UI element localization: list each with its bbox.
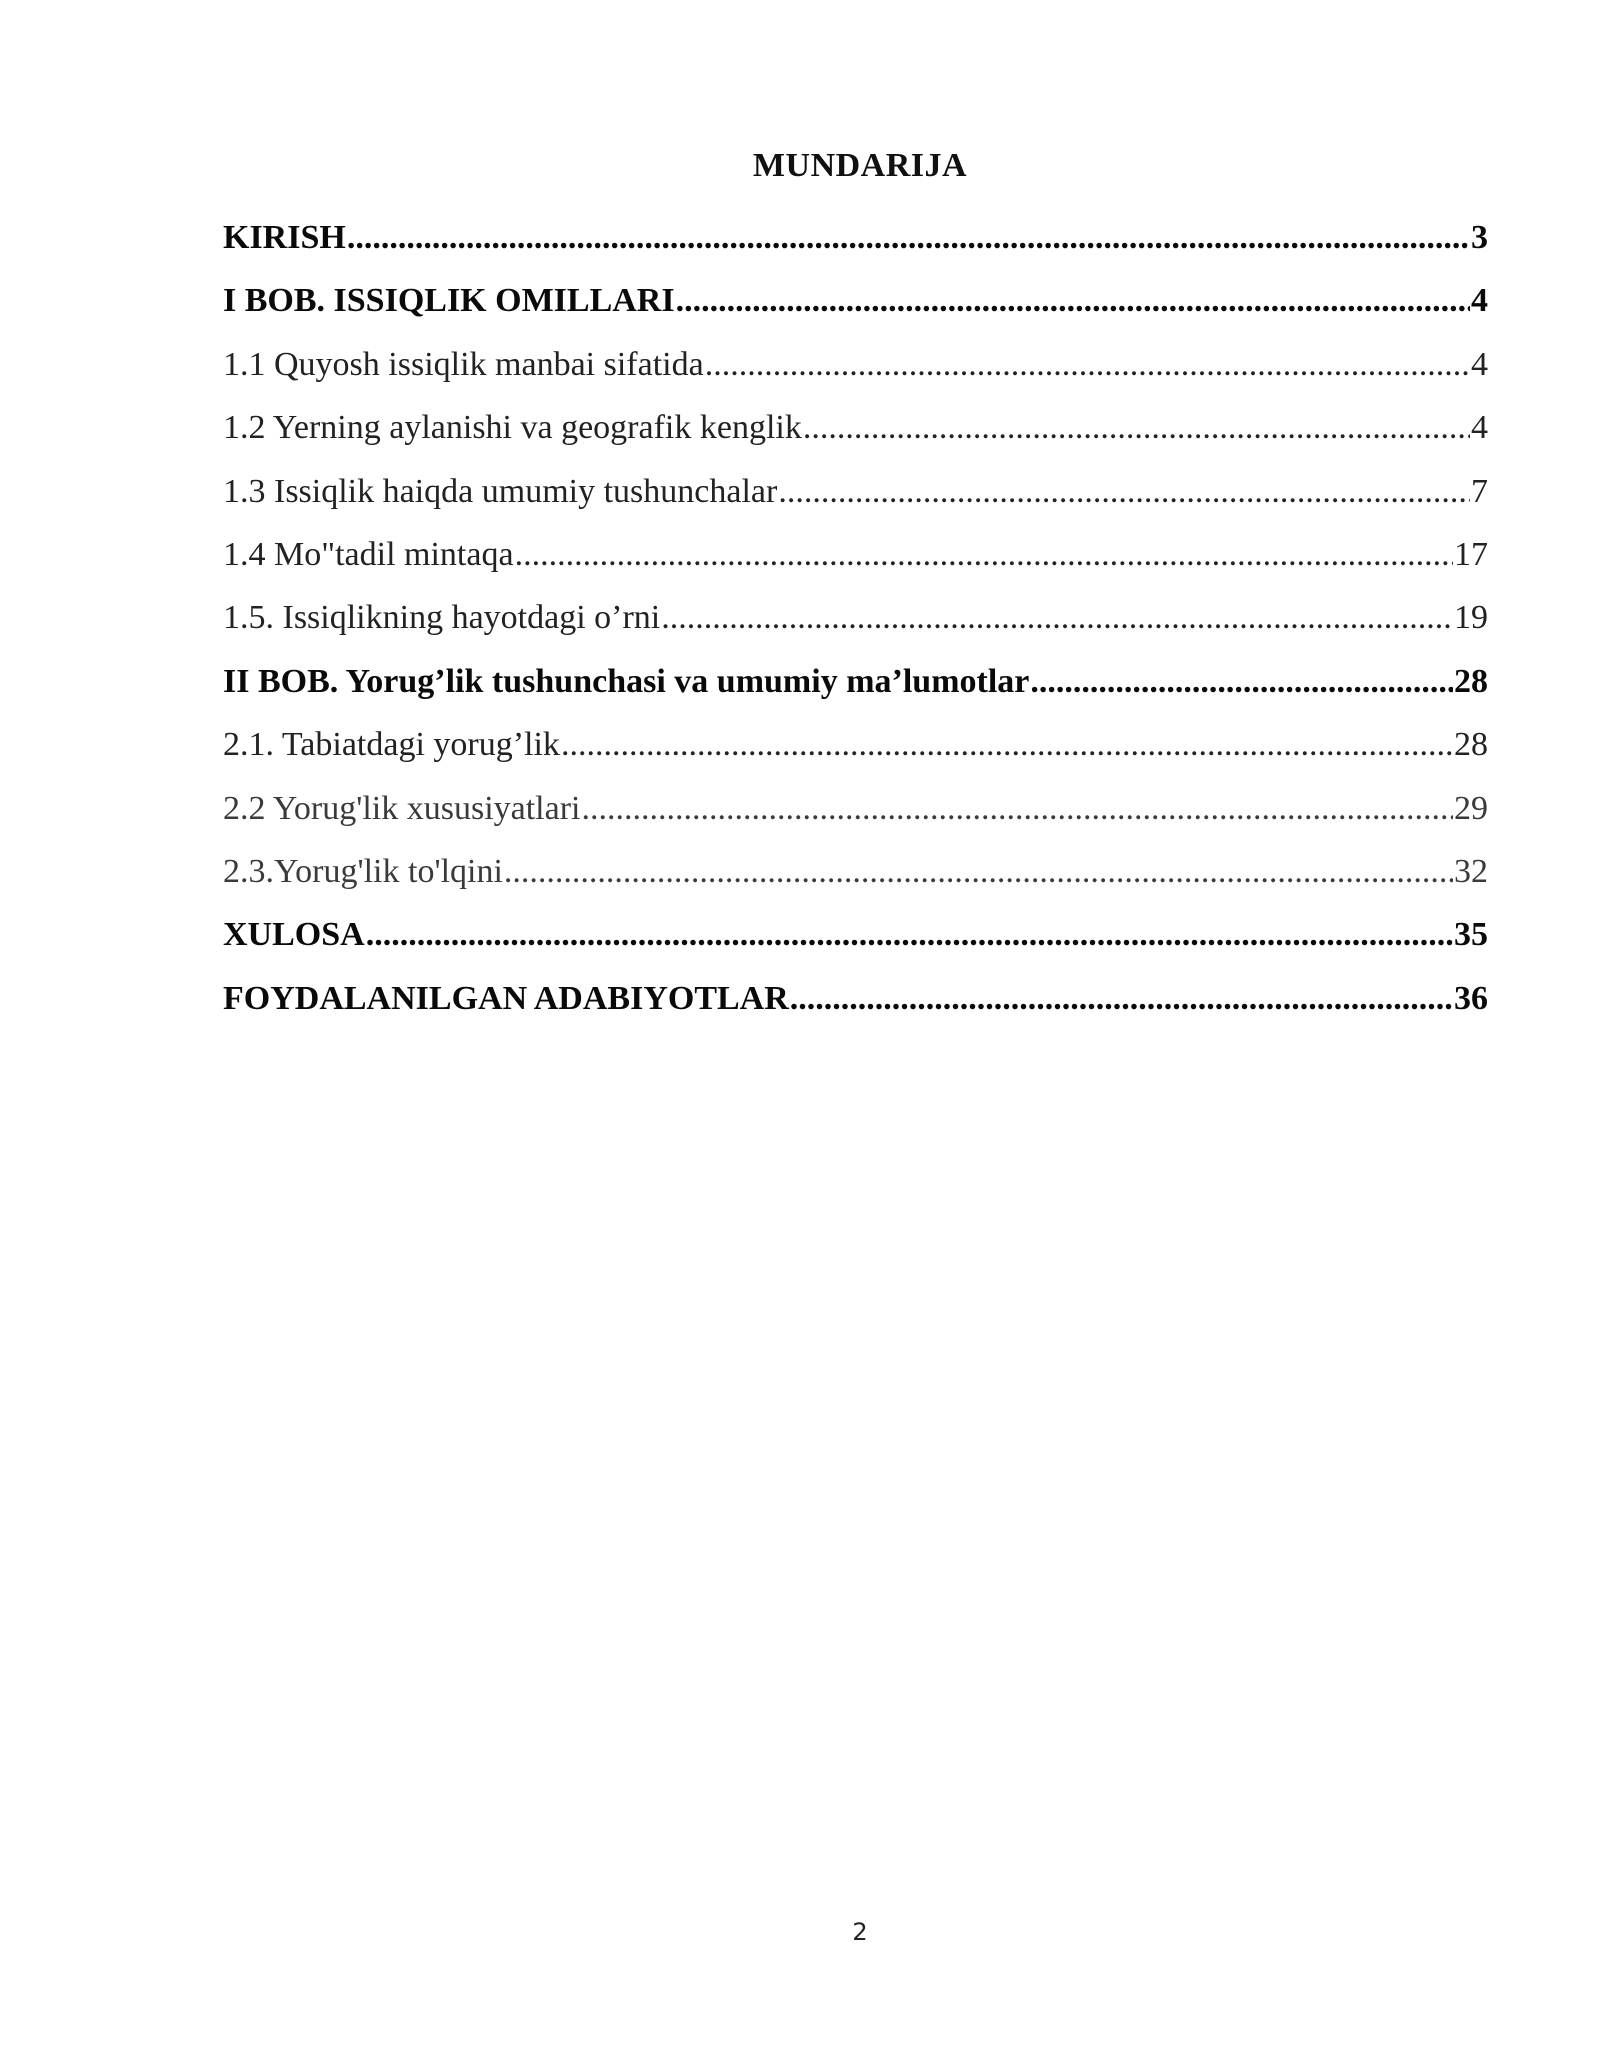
toc-entry-label: 1.4 Mo"tadil mintaqa: [223, 535, 514, 573]
toc-leader-dots: [561, 720, 1453, 770]
toc-entry-label: 2.2 Yorug'lik xususiyatlari: [223, 789, 581, 827]
toc-entry-page: 17: [1454, 535, 1488, 573]
toc-entry-label: 1.3 Issiqlik haiqda umumiy tushunchalar: [223, 472, 778, 510]
toc-entry-chapter-1[interactable]: [223, 276, 1488, 339]
toc-entry-label: 2.3.Yorug'lik to'lqini: [223, 852, 503, 890]
toc-entry-page: 4: [1471, 409, 1488, 447]
toc-entry-page: 35: [1454, 916, 1488, 954]
toc-leader-dots: [803, 403, 1470, 453]
toc-entry-2-3[interactable]: [223, 847, 1488, 910]
toc-leader-dots: [347, 213, 1470, 263]
toc-entry-label: I BOB. ISSIQLIK OMILLARI: [223, 282, 675, 320]
toc-leader-dots: [581, 784, 1453, 834]
toc-entry-page: 4: [1471, 282, 1488, 320]
toc-leader-dots: [676, 276, 1470, 326]
toc-entry-page: 4: [1471, 345, 1488, 383]
toc-leader-dots: [661, 593, 1453, 643]
toc-entry-1-4[interactable]: [223, 530, 1488, 593]
toc-entry-label: FOYDALANILGAN ADABIYOTLAR: [223, 979, 789, 1017]
toc-leader-dots: [366, 910, 1453, 960]
toc-entry-kirish[interactable]: [223, 213, 1488, 276]
toc-entry-page: 7: [1471, 472, 1488, 510]
toc-title: MUNDARIJA: [752, 147, 968, 184]
toc-entry-adabiyotlar[interactable]: [223, 974, 1488, 1037]
toc-entry-page: 28: [1454, 662, 1488, 700]
toc-leader-dots: [1030, 657, 1453, 707]
toc-leader-dots: [504, 847, 1453, 897]
toc-entry-label: 1.1 Quyosh issiqlik manbai sifatida: [223, 345, 704, 383]
toc-entry-1-5[interactable]: [223, 593, 1488, 656]
toc-entry-label: XULOSA: [223, 916, 365, 954]
page-number: 2: [852, 1918, 868, 1946]
toc-entry-1-3[interactable]: [223, 467, 1488, 530]
toc-entry-label: 2.1. Tabiatdagi yorug’lik: [223, 726, 560, 764]
toc-entry-page: 19: [1454, 599, 1488, 637]
toc-entry-2-1[interactable]: [223, 720, 1488, 783]
toc-entry-2-2[interactable]: [223, 784, 1488, 847]
toc-entry-xulosa[interactable]: [223, 910, 1488, 973]
toc-entry-page: 32: [1454, 852, 1488, 890]
toc-entry-page: 29: [1454, 789, 1488, 827]
toc-leader-dots: [515, 530, 1453, 580]
toc-entry-label: II BOB. Yorug’lik tushunchasi va umumiy ma’lumotlar: [223, 662, 1030, 700]
table-of-contents: [223, 213, 1488, 1037]
toc-entry-label: KIRISH: [223, 219, 346, 256]
toc-entry-chapter-2[interactable]: [223, 657, 1488, 720]
toc-leader-dots: [705, 340, 1470, 390]
toc-entry-page: 28: [1454, 726, 1488, 764]
toc-entry-1-1[interactable]: [223, 340, 1488, 403]
toc-entry-label: 1.2 Yerning aylanishi va geografik kenglik: [223, 409, 802, 447]
toc-leader-dots: [790, 974, 1453, 1024]
toc-entry-page: 36: [1454, 979, 1488, 1017]
toc-entry-page: 3: [1471, 219, 1488, 256]
toc-entry-label: 1.5. Issiqlikning hayotdagi o’rni: [223, 599, 661, 637]
toc-entry-1-2[interactable]: [223, 403, 1488, 466]
toc-leader-dots: [778, 467, 1470, 517]
